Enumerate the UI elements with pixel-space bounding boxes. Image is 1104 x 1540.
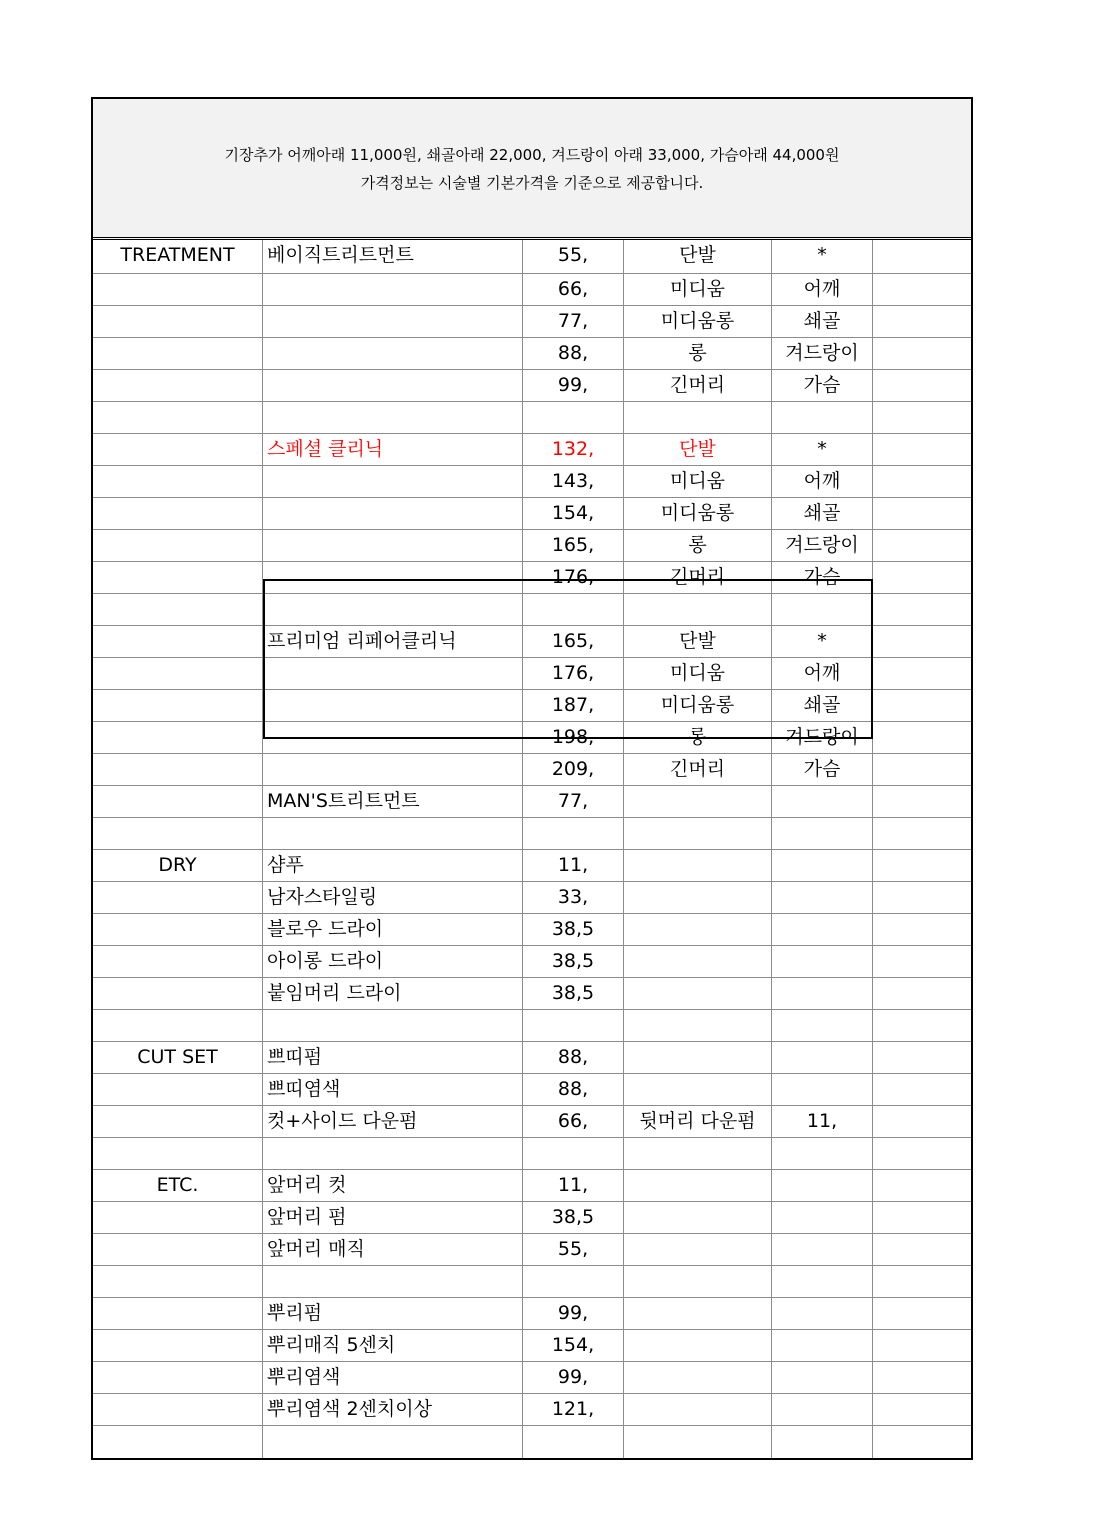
empty-cell [873, 1106, 971, 1137]
empty-cell [873, 1426, 971, 1458]
category-cell [93, 1074, 263, 1105]
empty-cell [873, 466, 971, 497]
length-cell: 롱 [624, 530, 772, 561]
length-cell: 단발 [624, 626, 772, 657]
length-cell [624, 594, 772, 625]
length-cell [624, 1426, 772, 1458]
length-cell [624, 978, 772, 1009]
spacer-cell [431, 338, 523, 369]
category-cell [93, 594, 263, 625]
price-cell: 99, [523, 370, 624, 401]
table-row [93, 1426, 971, 1458]
price-cell: 38,5 [523, 946, 624, 977]
table-row [93, 370, 971, 402]
spacer-cell [431, 1042, 523, 1073]
table-row [93, 626, 971, 658]
price-cell: 198, [523, 722, 624, 753]
empty-cell [873, 914, 971, 945]
length-cell [624, 1042, 772, 1073]
price-cell: 66, [523, 1106, 624, 1137]
empty-cell [873, 1298, 971, 1329]
service-name-cell: 쁘띠염색 [267, 1078, 341, 1100]
price-cell: 88, [523, 1042, 624, 1073]
spacer-cell [431, 914, 523, 945]
length-cell [624, 1330, 772, 1361]
spacer-cell [431, 722, 523, 753]
table-row [93, 946, 971, 978]
length-cell [624, 402, 772, 433]
length-area-cell: 쇄골 [772, 498, 873, 529]
spacer-cell [431, 1426, 523, 1458]
service-name-cell: MAN'S트리트먼트 [267, 790, 420, 812]
empty-cell [873, 240, 971, 273]
empty-cell [873, 498, 971, 529]
price-cell: 99, [523, 1298, 624, 1329]
category-cell [93, 658, 263, 689]
empty-cell [873, 946, 971, 977]
spacer-cell [431, 1234, 523, 1265]
category-cell [93, 1138, 263, 1169]
category-cell: DRY [93, 850, 263, 881]
length-area-cell: 겨드랑이 [772, 338, 873, 369]
length-area-cell [772, 1298, 873, 1329]
price-cell: 99, [523, 1362, 624, 1393]
length-area-cell: 어깨 [772, 658, 873, 689]
price-cell: 38,5 [523, 914, 624, 945]
length-area-cell: 가슴 [772, 370, 873, 401]
table-row [93, 722, 971, 754]
spacer-cell [431, 786, 523, 817]
price-cell: 154, [523, 1330, 624, 1361]
service-name-cell: 아이롱 드라이 [267, 950, 384, 972]
empty-cell [873, 754, 971, 785]
empty-cell [873, 658, 971, 689]
table-row [93, 1010, 971, 1042]
length-area-cell: 겨드랑이 [772, 722, 873, 753]
table-row [93, 1138, 971, 1170]
length-cell [624, 1202, 772, 1233]
empty-cell [873, 1234, 971, 1265]
table-row [93, 530, 971, 562]
spacer-cell [431, 594, 523, 625]
spacer-cell [431, 1138, 523, 1169]
length-cell: 긴머리 [624, 754, 772, 785]
length-area-cell [772, 1074, 873, 1105]
length-area-cell [772, 1394, 873, 1425]
length-area-cell: 겨드랑이 [772, 530, 873, 561]
empty-cell [873, 1202, 971, 1233]
length-cell [624, 1138, 772, 1169]
length-area-cell [772, 946, 873, 977]
empty-cell [873, 882, 971, 913]
table-row [93, 1234, 971, 1266]
length-area-cell [772, 1170, 873, 1201]
spacer-cell [431, 850, 523, 881]
category-cell [93, 562, 263, 593]
empty-cell [873, 1362, 971, 1393]
length-cell: 긴머리 [624, 370, 772, 401]
table-row [93, 690, 971, 722]
length-area-cell: * [772, 434, 873, 465]
length-area-cell: 11, [772, 1106, 873, 1137]
spacer-cell [431, 1010, 523, 1041]
length-area-cell [772, 1010, 873, 1041]
table-row [93, 1394, 971, 1426]
empty-cell [873, 1330, 971, 1361]
length-cell: 단발 [624, 240, 772, 273]
length-area-cell [772, 594, 873, 625]
table-row [93, 434, 971, 466]
service-name-cell: 베이직트리트먼트 [267, 244, 414, 266]
length-cell [624, 1010, 772, 1041]
price-cell: 55, [523, 240, 624, 273]
category-cell [93, 530, 263, 561]
length-area-cell [772, 818, 873, 849]
spacer-cell [431, 658, 523, 689]
service-name-cell: 블로우 드라이 [267, 918, 384, 940]
table-row [93, 466, 971, 498]
table-row [93, 786, 971, 818]
service-name-cell: 컷+사이드 다운펌 [267, 1110, 418, 1132]
category-cell [93, 1394, 263, 1425]
empty-cell [873, 1394, 971, 1425]
table-row [93, 978, 971, 1010]
table-row [93, 818, 971, 850]
spacer-cell [431, 626, 523, 657]
spacer-cell [431, 402, 523, 433]
table-row [93, 1170, 971, 1202]
length-cell [624, 914, 772, 945]
length-area-cell [772, 1330, 873, 1361]
category-cell [93, 338, 263, 369]
table-row [93, 1202, 971, 1234]
spacer-cell [431, 818, 523, 849]
price-cell: 154, [523, 498, 624, 529]
table-row [93, 562, 971, 594]
empty-cell [873, 274, 971, 305]
category-cell [93, 434, 263, 465]
category-cell [93, 818, 263, 849]
empty-cell [873, 530, 971, 561]
price-cell: 11, [523, 1170, 624, 1201]
empty-cell [873, 1138, 971, 1169]
length-cell: 미디움롱 [624, 690, 772, 721]
table-row [93, 1330, 971, 1362]
price-cell: 143, [523, 466, 624, 497]
service-name-cell: 뿌리염색 [267, 1366, 341, 1388]
table-row [93, 498, 971, 530]
length-area-cell [772, 402, 873, 433]
spacer-cell [431, 274, 523, 305]
price-cell [523, 1426, 624, 1458]
empty-cell [873, 370, 971, 401]
service-name-cell: 스페셜 클리닉 [267, 438, 384, 460]
length-area-cell: * [772, 240, 873, 273]
price-cell: 88, [523, 338, 624, 369]
spacer-cell [431, 530, 523, 561]
table-row [93, 914, 971, 946]
table-row [93, 1106, 971, 1138]
category-cell [93, 306, 263, 337]
price-cell [523, 1266, 624, 1297]
price-cell: 165, [523, 626, 624, 657]
price-cell: 187, [523, 690, 624, 721]
category-cell: TREATMENT [93, 240, 263, 273]
spacer-cell [431, 498, 523, 529]
spacer-cell [431, 1170, 523, 1201]
table-row [93, 240, 971, 274]
spacer-cell [431, 882, 523, 913]
service-name-cell: 뿌리매직 5센치 [267, 1334, 396, 1356]
table-row [93, 1266, 971, 1298]
length-area-cell: 쇄골 [772, 690, 873, 721]
empty-cell [873, 978, 971, 1009]
table-row [93, 306, 971, 338]
category-cell: ETC. [93, 1170, 263, 1201]
service-name-cell: 앞머리 펌 [267, 1206, 347, 1228]
length-cell: 미디움롱 [624, 306, 772, 337]
length-area-cell [772, 786, 873, 817]
price-cell [523, 818, 624, 849]
length-area-cell [772, 1042, 873, 1073]
price-cell: 176, [523, 658, 624, 689]
notice-line-1: 기장추가 어깨아래 11,000원, 쇄골아래 22,000, 겨드랑이 아래 33,000, 가슴아래 44,000원 [224, 146, 840, 164]
empty-cell [873, 402, 971, 433]
empty-cell [873, 1266, 971, 1297]
length-area-cell [772, 1266, 873, 1297]
price-cell: 55, [523, 1234, 624, 1265]
spacer-cell [431, 1394, 523, 1425]
service-name-cell: 쁘띠펌 [267, 1046, 323, 1068]
spacer-cell [431, 370, 523, 401]
length-area-cell: 쇄골 [772, 306, 873, 337]
length-cell [624, 946, 772, 977]
category-cell [93, 1266, 263, 1297]
length-cell [624, 850, 772, 881]
length-area-cell [772, 914, 873, 945]
category-cell [93, 722, 263, 753]
category-cell [93, 882, 263, 913]
service-name-cell: 샴푸 [267, 854, 304, 876]
length-cell [624, 1074, 772, 1105]
length-area-cell: 어깨 [772, 274, 873, 305]
table-row [93, 1074, 971, 1106]
length-cell: 미디움롱 [624, 498, 772, 529]
table-row [93, 338, 971, 370]
length-cell [624, 1234, 772, 1265]
spacer-cell [431, 1266, 523, 1297]
service-name-cell: 남자스타일링 [267, 886, 378, 908]
service-name-cell: 프리미엄 리페어클리닉 [267, 630, 457, 652]
category-cell [93, 402, 263, 433]
table-row [93, 402, 971, 434]
category-cell [93, 626, 263, 657]
empty-cell [873, 1074, 971, 1105]
empty-cell [873, 594, 971, 625]
length-cell [624, 786, 772, 817]
length-cell: 미디움 [624, 658, 772, 689]
category-cell [93, 914, 263, 945]
price-cell: 77, [523, 306, 624, 337]
empty-cell [873, 626, 971, 657]
empty-cell [873, 1042, 971, 1073]
table-row [93, 658, 971, 690]
price-cell: 209, [523, 754, 624, 785]
table-row [93, 1362, 971, 1394]
spacer-cell [431, 1330, 523, 1361]
length-cell: 단발 [624, 434, 772, 465]
length-area-cell [772, 882, 873, 913]
category-cell [93, 274, 263, 305]
price-cell: 33, [523, 882, 624, 913]
category-cell [93, 1362, 263, 1393]
spacer-cell [431, 1202, 523, 1233]
table-row [93, 882, 971, 914]
length-cell: 미디움 [624, 466, 772, 497]
service-name-cell: 뿌리펌 [267, 1302, 323, 1324]
price-cell: 77, [523, 786, 624, 817]
category-cell [93, 946, 263, 977]
notice-header [93, 99, 971, 240]
price-grid [93, 240, 971, 1458]
empty-cell [873, 1170, 971, 1201]
empty-cell [873, 722, 971, 753]
service-name-cell: 붙임머리 드라이 [267, 982, 402, 1004]
category-cell [93, 1234, 263, 1265]
service-name-cell: 뿌리염색 2센치이상 [267, 1398, 432, 1420]
table-row [93, 274, 971, 306]
empty-cell [873, 786, 971, 817]
length-cell: 롱 [624, 722, 772, 753]
length-cell [624, 818, 772, 849]
length-area-cell [772, 1138, 873, 1169]
length-cell: 롱 [624, 338, 772, 369]
length-area-cell: 가슴 [772, 562, 873, 593]
category-cell [93, 978, 263, 1009]
length-cell: 뒷머리 다운펌 [624, 1106, 772, 1137]
spacer-cell [431, 306, 523, 337]
category-cell: CUT SET [93, 1042, 263, 1073]
length-area-cell [772, 850, 873, 881]
spacer-cell [431, 1074, 523, 1105]
spacer-cell [431, 466, 523, 497]
table-row [93, 850, 971, 882]
notice-line-2: 가격정보는 시술별 기본가격을 기준으로 제공합니다. [360, 174, 704, 192]
spacer-cell [431, 562, 523, 593]
price-cell: 121, [523, 1394, 624, 1425]
spacer-cell [431, 978, 523, 1009]
category-cell [93, 786, 263, 817]
spacer-cell [431, 240, 523, 273]
category-cell [93, 690, 263, 721]
length-area-cell [772, 1202, 873, 1233]
category-cell [93, 1426, 263, 1458]
spacer-cell [431, 1298, 523, 1329]
empty-cell [873, 434, 971, 465]
service-name-cell: 앞머리 매직 [267, 1238, 365, 1260]
length-area-cell [772, 1426, 873, 1458]
price-cell: 66, [523, 274, 624, 305]
length-cell [624, 1266, 772, 1297]
length-cell [624, 1170, 772, 1201]
length-area-cell: 어깨 [772, 466, 873, 497]
category-cell [93, 1106, 263, 1137]
length-cell [624, 1362, 772, 1393]
service-name-cell: 앞머리 컷 [267, 1174, 347, 1196]
price-sheet [91, 97, 973, 1460]
empty-cell [873, 338, 971, 369]
price-cell: 38,5 [523, 1202, 624, 1233]
price-cell [523, 402, 624, 433]
price-cell: 176, [523, 562, 624, 593]
price-cell [523, 1010, 624, 1041]
category-cell [93, 1330, 263, 1361]
category-cell [93, 466, 263, 497]
category-cell [93, 754, 263, 785]
price-cell [523, 594, 624, 625]
price-cell: 88, [523, 1074, 624, 1105]
category-cell [93, 498, 263, 529]
table-row [93, 594, 971, 626]
spacer-cell [431, 754, 523, 785]
length-area-cell: * [772, 626, 873, 657]
empty-cell [873, 690, 971, 721]
empty-cell [873, 818, 971, 849]
empty-cell [873, 562, 971, 593]
spacer-cell [431, 1362, 523, 1393]
empty-cell [873, 1010, 971, 1041]
length-area-cell [772, 1234, 873, 1265]
length-cell [624, 882, 772, 913]
length-area-cell [772, 1362, 873, 1393]
price-cell: 132, [523, 434, 624, 465]
price-cell: 11, [523, 850, 624, 881]
length-cell: 미디움 [624, 274, 772, 305]
price-cell [523, 1138, 624, 1169]
length-cell [624, 1394, 772, 1425]
price-cell: 38,5 [523, 978, 624, 1009]
length-area-cell: 가슴 [772, 754, 873, 785]
category-cell [93, 1298, 263, 1329]
spacer-cell [431, 690, 523, 721]
table-row [93, 754, 971, 786]
empty-cell [873, 850, 971, 881]
length-area-cell [772, 978, 873, 1009]
category-cell [93, 1202, 263, 1233]
spacer-cell [431, 1106, 523, 1137]
table-row [93, 1298, 971, 1330]
spacer-cell [431, 946, 523, 977]
spacer-cell [431, 434, 523, 465]
empty-cell [873, 306, 971, 337]
length-cell: 긴머리 [624, 562, 772, 593]
length-cell [624, 1298, 772, 1329]
table-row [93, 1042, 971, 1074]
category-cell [93, 1010, 263, 1041]
price-cell: 165, [523, 530, 624, 561]
category-cell [93, 370, 263, 401]
